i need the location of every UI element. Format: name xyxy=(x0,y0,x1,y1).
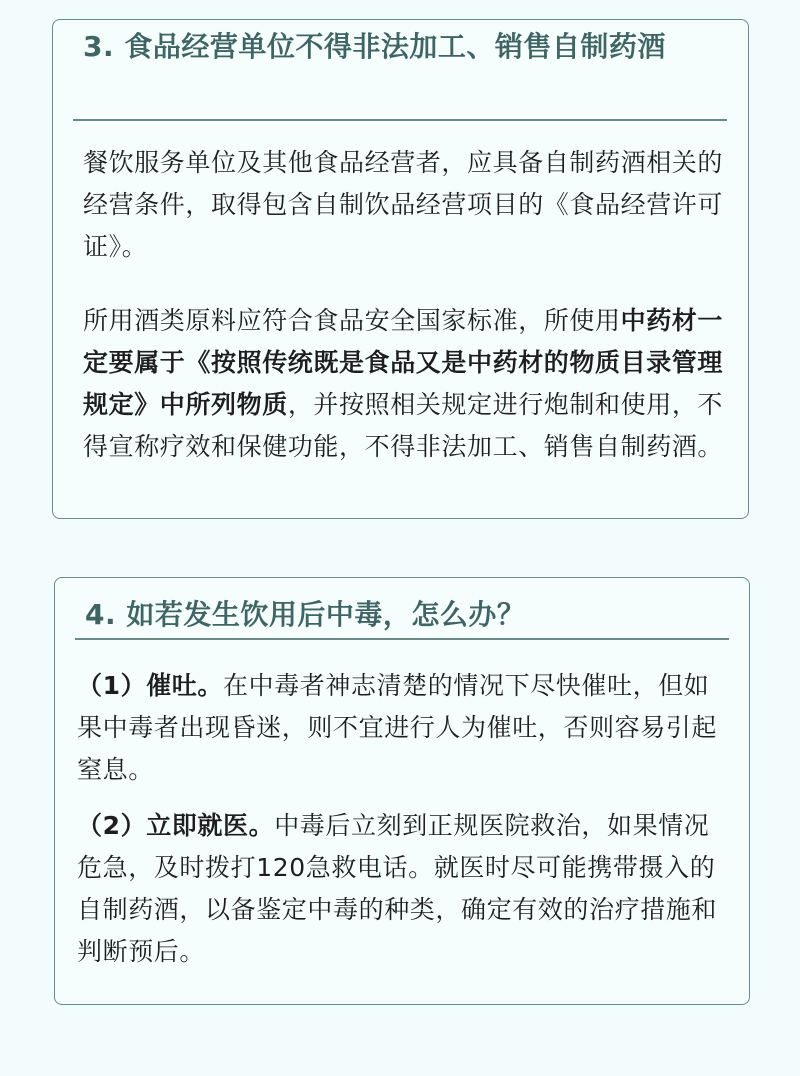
section-3-paragraph-2-suffix: ，并按照相关规定进行炮制和使用，不得宣称疗效和保健功能，不得非法加工、销售自制药酒。 xyxy=(83,390,724,461)
section-4-item-1 xyxy=(77,665,727,791)
section-3-paragraph-2 xyxy=(83,300,723,468)
section-3-divider xyxy=(73,119,727,121)
section-4-item-2 xyxy=(77,805,727,973)
section-4-item-1-text: 在中毒者神志清楚的情况下尽快催吐，但如果中毒者出现昏迷，则不宜进行人为催吐，否则容易引起窒息。 xyxy=(77,671,718,784)
section-4-title: 4. 如若发生饮用后中毒，怎么办？ xyxy=(85,598,526,631)
section-4-item-2-heading: （2）立即就医。 xyxy=(77,811,275,840)
section-4-card xyxy=(54,577,750,1005)
section-3-paragraph-1: 餐饮服务单位及其他食品经营者，应具备自制药酒相关的经营条件，取得包含自制饮品经营项目的《食品经营许可证》。 xyxy=(83,148,724,261)
section-4-item-1-heading: （1）催吐。 xyxy=(77,671,223,700)
section-3-paragraph-2-bold: 中药材一定要属于《按照传统既是食品又是中药材的物质目录管理规定》中所列物质 xyxy=(83,306,724,419)
section-3-card xyxy=(52,19,749,519)
section-3-paragraph-2-prefix: 所用酒类原料应符合食品安全国家标准，所使用 xyxy=(83,306,621,335)
section-3-title: 3. 食品经营单位不得非法加工、销售自制药酒 xyxy=(83,30,666,63)
section-4-divider xyxy=(75,638,729,640)
section-4-item-2-text: 中毒后立刻到正规医院救治，如果情况危急，及时拨打120急救电话。就医时尽可能携带摄入的自制药酒，以备鉴定中毒的种类，确定有效的治疗措施和判断预后。 xyxy=(77,811,718,966)
